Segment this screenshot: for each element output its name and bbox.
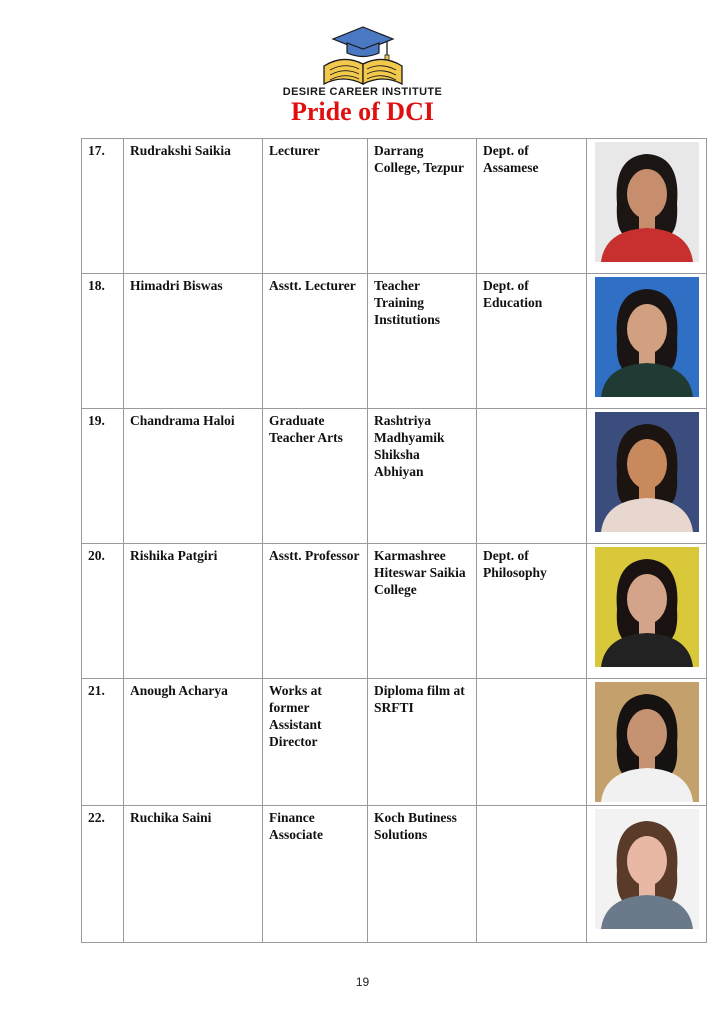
member-name: Anough Acharya bbox=[124, 679, 263, 806]
member-photo bbox=[595, 277, 699, 397]
designation: Works at former Assistant Director bbox=[263, 679, 368, 806]
member-photo bbox=[595, 809, 699, 929]
member-name: Rishika Patgiri bbox=[124, 544, 263, 679]
institution: Rashtriya Madhyamik Shiksha Abhiyan bbox=[368, 409, 477, 544]
institution: Darrang College, Tezpur bbox=[368, 139, 477, 274]
photo-face bbox=[627, 836, 667, 886]
institution: Karmashree Hiteswar Saikia College bbox=[368, 544, 477, 679]
institution: Teacher Training Institutions bbox=[368, 274, 477, 409]
photo-cell bbox=[587, 139, 707, 274]
member-photo bbox=[595, 412, 699, 532]
page-number: 19 bbox=[355, 975, 370, 989]
photo-cell bbox=[587, 806, 707, 943]
department: Dept. of Education bbox=[477, 274, 587, 409]
member-name: Rudrakshi Saikia bbox=[124, 139, 263, 274]
photo-face bbox=[627, 304, 667, 354]
serial-number: 22. bbox=[82, 806, 124, 943]
designation: Asstt. Professor bbox=[263, 544, 368, 679]
photo-face bbox=[627, 709, 667, 759]
book-right bbox=[363, 59, 402, 84]
department: Dept. of Assamese bbox=[477, 139, 587, 274]
book-left bbox=[324, 59, 363, 84]
serial-number: 21. bbox=[82, 679, 124, 806]
cap-board bbox=[333, 27, 393, 51]
designation: Graduate Teacher Arts bbox=[263, 409, 368, 544]
institution: Diploma film at SRFTI bbox=[368, 679, 477, 806]
photo-neck bbox=[639, 619, 655, 635]
table-row bbox=[82, 544, 707, 679]
department bbox=[477, 679, 587, 806]
serial-number: 17. bbox=[82, 139, 124, 274]
designation: Asstt. Lecturer bbox=[263, 274, 368, 409]
serial-number: 18. bbox=[82, 274, 124, 409]
serial-number: 19. bbox=[82, 409, 124, 544]
photo-neck bbox=[639, 214, 655, 230]
member-photo bbox=[595, 682, 699, 802]
photo-cell bbox=[587, 679, 707, 806]
department bbox=[477, 806, 587, 943]
photo-face bbox=[627, 439, 667, 489]
photo-neck bbox=[639, 881, 655, 897]
department: Dept. of Philosophy bbox=[477, 544, 587, 679]
designation: Lecturer bbox=[263, 139, 368, 274]
photo-neck bbox=[639, 349, 655, 365]
designation: Finance Associate bbox=[263, 806, 368, 943]
pride-table bbox=[81, 138, 707, 943]
photo-face bbox=[627, 169, 667, 219]
institute-name: DESIRE CAREER INSTITUTE bbox=[282, 86, 443, 98]
serial-number: 20. bbox=[82, 544, 124, 679]
institution: Koch Butiness Solutions bbox=[368, 806, 477, 943]
table-row bbox=[82, 274, 707, 409]
member-name: Chandrama Haloi bbox=[124, 409, 263, 544]
table-row bbox=[82, 679, 707, 806]
graduation-cap-book-logo bbox=[321, 24, 405, 86]
photo-cell bbox=[587, 274, 707, 409]
department bbox=[477, 409, 587, 544]
page-header bbox=[0, 24, 725, 125]
photo-face bbox=[627, 574, 667, 624]
table-row bbox=[82, 139, 707, 274]
member-name: Ruchika Saini bbox=[124, 806, 263, 943]
page-title: Pride of DCI bbox=[291, 97, 434, 126]
photo-neck bbox=[639, 484, 655, 500]
table-row bbox=[82, 806, 707, 943]
photo-cell bbox=[587, 544, 707, 679]
member-photo bbox=[595, 547, 699, 667]
photo-cell bbox=[587, 409, 707, 544]
table-row bbox=[82, 409, 707, 544]
member-name: Himadri Biswas bbox=[124, 274, 263, 409]
photo-neck bbox=[639, 754, 655, 770]
member-photo bbox=[595, 142, 699, 262]
